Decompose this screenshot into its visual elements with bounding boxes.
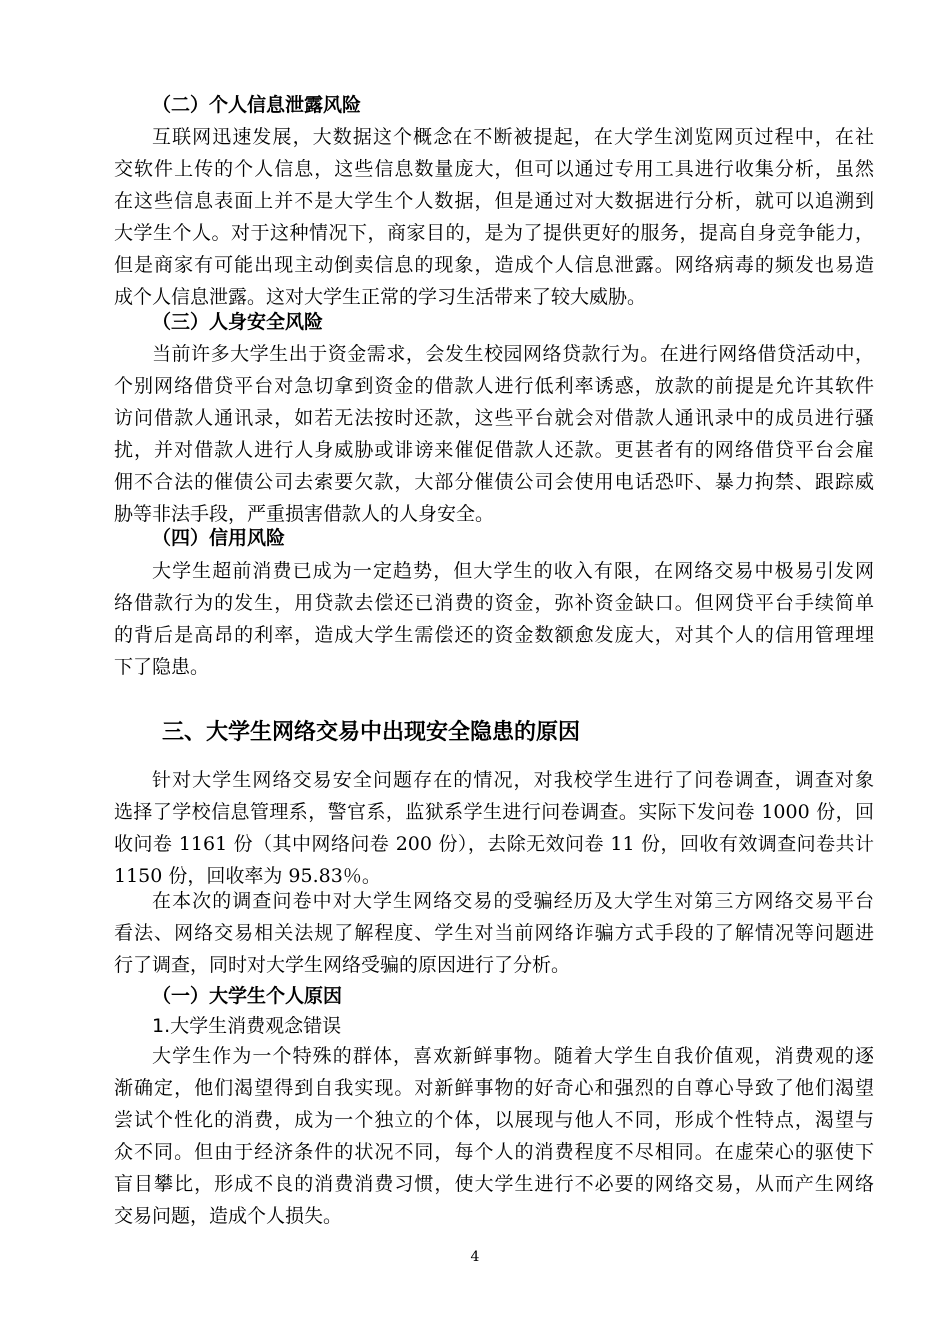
paragraph-line: 针对大学生网络交易安全问题存在的情况，对我校学生进行了问卷调查，调查对象 bbox=[152, 769, 874, 791]
paragraph-line: 众不同。但由于经济条件的状况不同，每个人的消费程度不尽相同。在虚荣心的驱使下 bbox=[114, 1141, 874, 1163]
paragraph-line: 看法、网络交易相关法规了解程度、学生对当前网络诈骗方式手段的了解情况等问题进 bbox=[114, 922, 874, 944]
paragraph-line: 扰，并对借款人进行人身威胁或诽谤来催促借款人还款。更甚者有的网络借贷平台会雇 bbox=[114, 439, 874, 461]
paragraph-line: 个别网络借贷平台对急切拿到资金的借款人进行低利率诱惑，放款的前提是允许其软件 bbox=[114, 375, 874, 397]
paragraph-line: 盲目攀比，形成不良的消费消费习惯，使大学生进行不必要的网络交易，从而产生网络 bbox=[114, 1173, 874, 1195]
paragraph-line: 成个人信息泄露。这对大学生正常的学习生活带来了较大威胁。 bbox=[114, 286, 647, 308]
paragraph-line: 佣不合法的催债公司去索要欠款，大部分催债公司会使用电话恐吓、暴力拘禁、跟踪威 bbox=[114, 471, 874, 493]
paragraph-line: 大学生作为一个特殊的群体，喜欢新鲜事物。随着大学生自我价值观，消费观的逐 bbox=[152, 1045, 874, 1067]
paragraph-line: 在本次的调查问卷中对大学生网络交易的受骗经历及大学生对第三方网络交易平台 bbox=[152, 890, 874, 912]
paragraph-line: 大学生个人。对于这种情况下，商家目的，是为了提供更好的服务，提高自身竞争能力， bbox=[114, 222, 874, 244]
paragraph-line: 1150 份，回收率为 95.83％。 bbox=[114, 865, 381, 887]
page-number: 4 bbox=[470, 1249, 480, 1265]
heading-consumption-concept: 1.大学生消费观念错误 bbox=[152, 1015, 342, 1037]
paragraph-line: 的背后是高昂的利率，造成大学生需偿还的资金数额愈发庞大，对其个人的信用管理埋 bbox=[114, 624, 874, 646]
paragraph-line: 大学生超前消费已成为一定趋势，但大学生的收入有限，在网络交易中极易引发网 bbox=[152, 560, 874, 582]
paragraph-line: 收问卷 1161 份（其中网络问卷 200 份），去除无效问卷 11 份，回收有效调查问卷共计 bbox=[114, 833, 874, 855]
paragraph-line: 渐确定，他们渴望得到自我实现。对新鲜事物的好奇心和强烈的自尊心导致了他们渴望 bbox=[114, 1077, 874, 1099]
paragraph-line: 行了调查，同时对大学生网络受骗的原因进行了分析。 bbox=[114, 954, 571, 976]
paragraph-line: 胁等非法手段，严重损害借款人的人身安全。 bbox=[114, 503, 495, 525]
heading-personal-causes: （一）大学生个人原因 bbox=[152, 985, 343, 1007]
heading-info-leak-risk: （二）个人信息泄露风险 bbox=[152, 94, 362, 116]
paragraph-line: 选择了学校信息管理系，警官系，监狱系学生进行问卷调查。实际下发问卷 1000 份，回 bbox=[114, 801, 874, 823]
paragraph-line: 尝试个性化的消费，成为一个独立的个体，以展现与他人不同，形成个性特点，渴望与 bbox=[114, 1109, 874, 1131]
paragraph-line: 下了隐患。 bbox=[114, 656, 210, 678]
heading-credit-risk: （四）信用风险 bbox=[152, 527, 286, 549]
paragraph-line: 访问借款人通讯录，如若无法按时还款，这些平台就会对借款人通讯录中的成员进行骚 bbox=[114, 407, 874, 429]
paragraph-line: 当前许多大学生出于资金需求，会发生校园网络贷款行为。在进行网络借贷活动中， bbox=[152, 343, 874, 365]
paragraph-line: 但是商家有可能出现主动倒卖信息的现象，造成个人信息泄露。网络病毒的频发也易造 bbox=[114, 254, 874, 276]
paragraph-line: 在这些信息表面上并不是大学生个人数据，但是通过对大数据进行分析，就可以追溯到 bbox=[114, 190, 874, 212]
section-title-causes: 三、大学生网络交易中出现安全隐患的原因 bbox=[162, 720, 581, 745]
paragraph-line: 络借款行为的发生，用贷款去偿还已消费的资金，弥补资金缺口。但网贷平台手续简单 bbox=[114, 592, 874, 614]
paragraph-line: 互联网迅速发展，大数据这个概念在不断被提起，在大学生浏览网页过程中，在社 bbox=[152, 126, 874, 148]
paragraph-line: 交易问题，造成个人损失。 bbox=[114, 1205, 343, 1227]
heading-personal-safety-risk: （三）人身安全风险 bbox=[152, 311, 324, 333]
paragraph-line: 交软件上传的个人信息，这些信息数量庞大，但可以通过专用工具进行收集分析，虽然 bbox=[114, 158, 874, 180]
